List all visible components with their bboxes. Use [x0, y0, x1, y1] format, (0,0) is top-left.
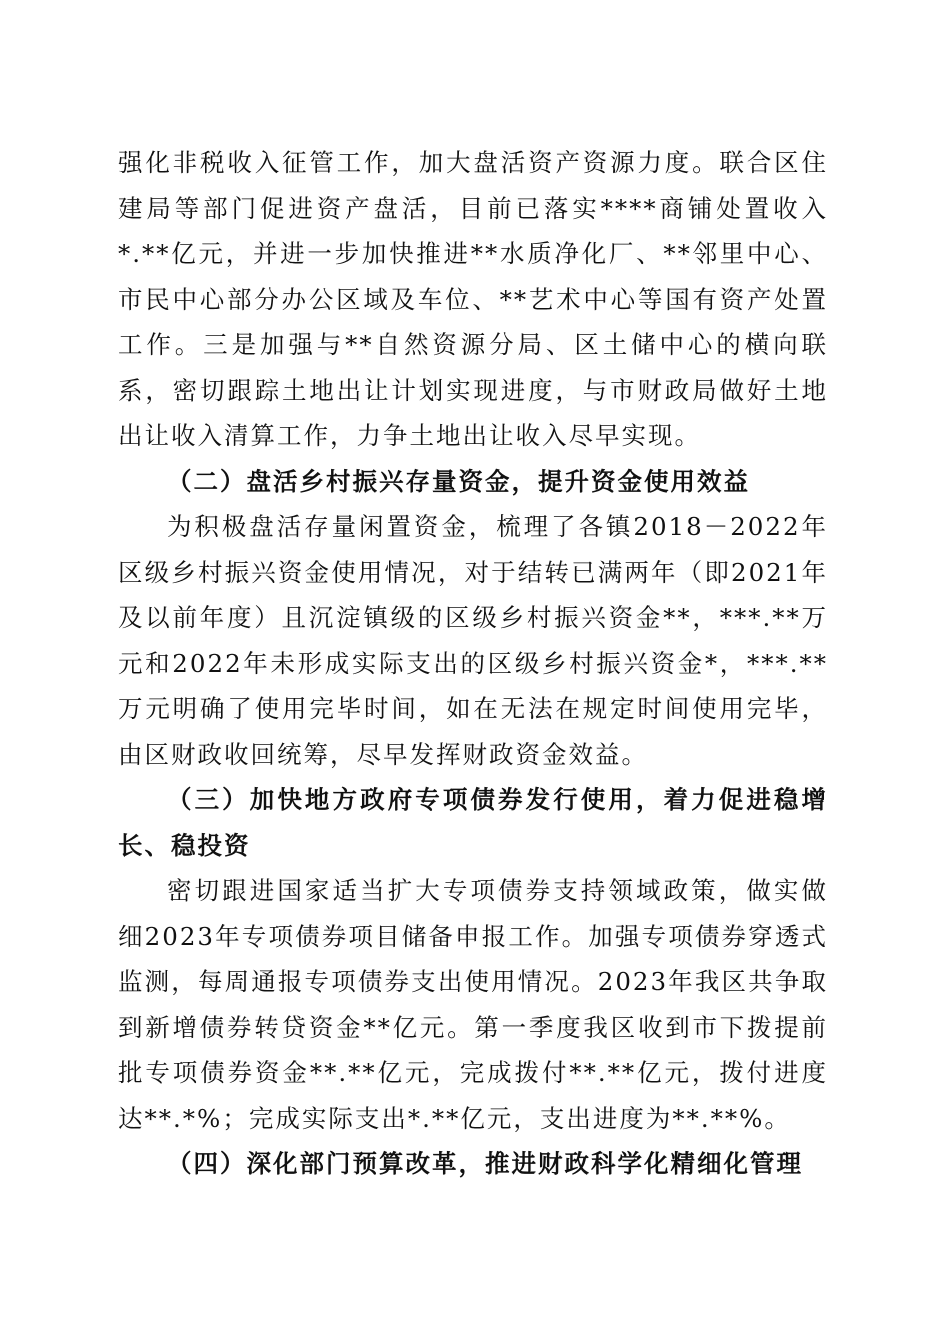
paragraph-non-tax-revenue: 强化非税收入征管工作，加大盘活资产资源力度。联合区住建局等部门促进资产盘活，目前已落实****商铺处置收入*.**亿元，并进一步加快推进**水质净化厂、**邻里中心、市民中心部分办公区域及车位、**艺术中心等国有资产处置工作。三是加强与**自然资源分局、区土储中心的横向联系，密切跟踪土地出让计划实现进度，与市财政局做好土地出让收入清算工作，力争土地出让收入尽早实现。 — [118, 148, 828, 450]
section-heading-4: （四）深化部门预算改革，推进财政科学化精细化管理 — [167, 1149, 803, 1178]
paragraph-special-bonds: 密切跟进国家适当扩大专项债券支持领域政策，做实做细2023年专项债券项目储备申报工作。加强专项债券穿透式监测，每周通报专项债券支出使用情况。2023年我区共争取到新增债券转贷资金**亿元。第一季度我区收到市下拨提前批专项债券资金**.**亿元，完成拨付**.**亿元，拨付进度达**.*%；完成实际支出*.**亿元，支出进度为**.**%。 — [118, 876, 828, 1133]
document-body — [118, 140, 828, 1187]
section-heading-2: （二）盘活乡村振兴存量资金，提升资金使用效益 — [167, 466, 750, 496]
paragraph-rural-revitalization-funds: 为积极盘活存量闲置资金，梳理了各镇2018－2022年区级乡村振兴资金使用情况，对于结转已满两年（即2021年及以前年度）且沉淀镇级的区级乡村振兴资金**，***.**万元和2022年未形成实际支出的区级乡村振兴资金*，***.**万元明确了使用完毕时间，如在无法在规定时间使用完毕，由区财政收回统筹，尽早发挥财政资金效益。 — [118, 512, 828, 769]
section-heading-3: （三）加快地方政府专项债券发行使用，着力促进稳增长、稳投资 — [118, 785, 828, 860]
